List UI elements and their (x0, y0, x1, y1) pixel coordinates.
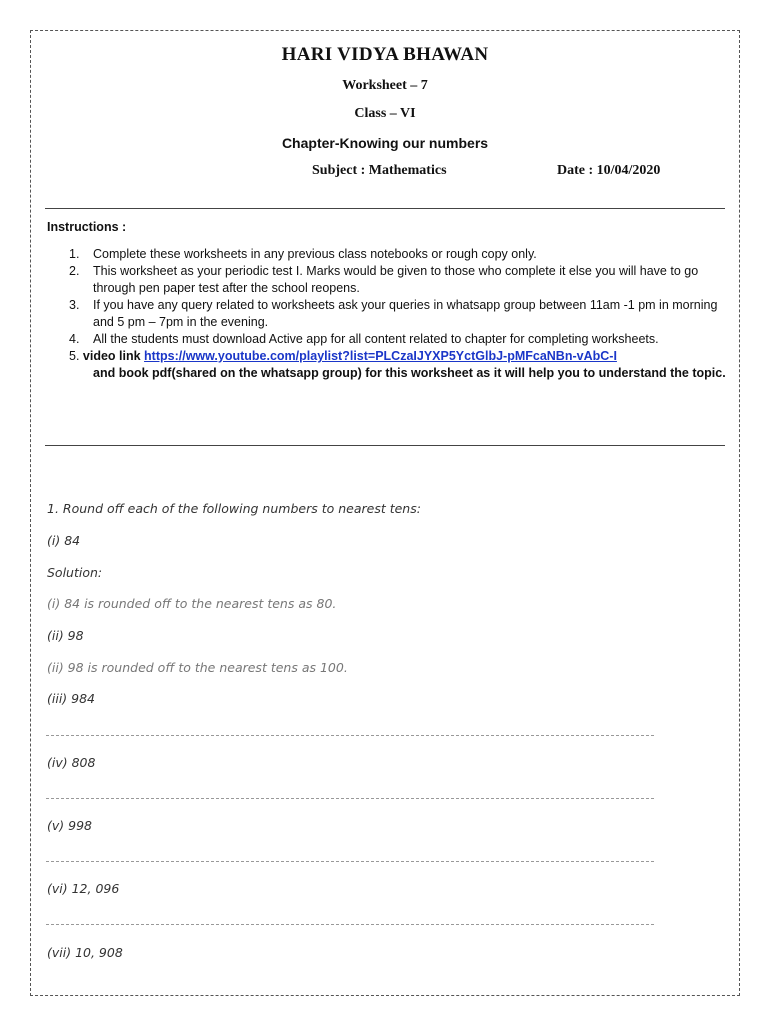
instruction-item (47, 297, 727, 331)
instruction-number: 4. (69, 332, 80, 346)
video-link[interactable]: https://www.youtube.com/playlist?list=PLCzaIJYXP5YctGlbJ-pMFcaNBn-vAbC-I (144, 349, 617, 363)
video-link-label: video link (79, 349, 145, 363)
instruction-number: 2. (69, 264, 80, 278)
question-part-vii: (vii) 10, 908 (47, 945, 123, 960)
solution-ii: (ii) 98 is rounded off to the nearest tens as 100. (47, 660, 348, 675)
worksheet-number: Worksheet – 7 (342, 78, 428, 93)
divider-top (45, 208, 725, 209)
question-title: 1. Round off each of the following numbers to nearest tens: (47, 501, 421, 516)
instruction-item (47, 246, 727, 263)
answer-line (46, 861, 654, 862)
school-name: HARI VIDYA BHAWAN (281, 44, 489, 65)
class-label: Class – VI (354, 106, 416, 121)
date-label: Date : 10/04/2020 (557, 163, 661, 178)
divider-bottom (45, 445, 725, 446)
question-part-iv: (iv) 808 (47, 755, 96, 770)
instruction-number: 3. (69, 298, 80, 312)
question-part-v: (v) 998 (47, 818, 92, 833)
instruction-number: 5. (69, 349, 80, 363)
answer-line (46, 735, 654, 736)
instruction-text: Complete these worksheets in any previous class notebooks or rough copy only. (93, 247, 537, 261)
instruction-text: This worksheet as your periodic test I. Marks would be given to those who complete it else you will have to go through pen paper test after the school reopens. (93, 264, 699, 295)
question-part-vi: (vi) 12, 096 (47, 881, 120, 896)
chapter-title: Chapter-Knowing our numbers (281, 135, 489, 151)
answer-line (46, 924, 654, 925)
subject-label: Subject : Mathematics (312, 163, 447, 178)
question-part-ii: (ii) 98 (47, 628, 84, 643)
instructions-title: Instructions : (47, 220, 127, 234)
instruction-item (47, 348, 727, 382)
instruction-text: All the students must download Active app for all content related to chapter for completing worksheets. (93, 332, 659, 346)
solution-i: (i) 84 is rounded off to the nearest tens as 80. (47, 596, 337, 611)
instruction-text: If you have any query related to worksheets ask your queries in whatsapp group between 11am -1 pm in morning and 5 pm – 7pm in the evening. (93, 298, 718, 329)
instruction-item (47, 331, 727, 348)
instruction-number: 1. (69, 247, 80, 261)
question-part-i: (i) 84 (47, 533, 81, 548)
answer-line (46, 798, 654, 799)
instruction-text: and book pdf(shared on the whatsapp group) for this worksheet as it will help you to understand the topic. (93, 366, 726, 380)
question-part-iii: (iii) 984 (47, 691, 96, 706)
instructions-list (47, 246, 727, 382)
instruction-item (47, 263, 727, 297)
solution-label: Solution: (47, 565, 103, 580)
